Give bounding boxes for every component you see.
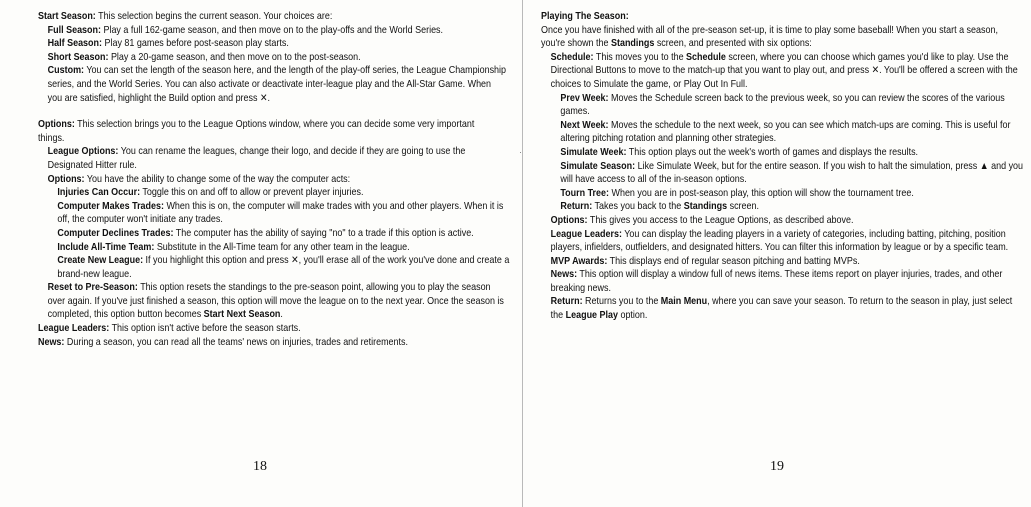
manual-entry [541,119,1028,146]
page-gutter [522,0,523,507]
entry-heading: Schedule: [550,51,594,63]
right-page [541,10,1024,323]
entry-text: You can rename the leagues, change their logo, and decide if they are going to use the Designated Hitter rule. [47,146,466,171]
manual-entry [541,200,1028,214]
entry-text: screen, where you can choose which games you'd like to play. Use the Directional Buttons to move to the match-up that you want to play out, and press ✕. You'll be offered a screen with the choices to Simulate the game, or Play Out In Full. [550,51,1018,90]
entry-text: If you highlight this option and press ✕, you'll erase all of the work you've done and create a brand-new league. [57,255,510,280]
entry-text: This option resets the standings to the pre-season point, allowing you to play the season over again. If you've just finished a season, this option will move the league on to the next year. Once the season is completed, this option button becomes [47,282,504,321]
entry-text: This displays end of regular season pitching and batting MVPs. [607,255,860,267]
manual-entry [541,214,1018,228]
entry-text: You have the ability to change some of the way the computer acts: [84,173,351,185]
entry-heading: Return: [560,201,593,213]
entry-text: This moves you to the [593,51,687,63]
manual-entry [38,145,507,172]
manual-entry [38,118,497,145]
entry-text: screen. [727,201,760,213]
entry-text: Once you have finished with all of the pre-season set-up, it is time to play some baseball! When you start a season, you're shown the [541,24,998,50]
left-page-number: 18 [253,459,267,474]
entry-text: Substitute in the All-Time team for any other team in the league. [154,241,410,253]
entry-text: option. [617,310,648,322]
right-page-number: 19 [770,459,784,474]
manual-entry [38,254,517,281]
entry-text: This option will display a window full of news items. These items report on player injuries, trades, and other breaking news. [550,269,1003,294]
entry-heading: Reset to Pre-Season: [47,282,138,294]
entry-heading: Options: [38,119,75,131]
entry-text: You can display the leading players in a variety of categories, including batting, pitching, position players, infielders, outfielders, and designated hitters. You can filter this information by league or by a specific team. [550,228,1009,254]
manual-entry [541,268,1018,295]
entry-text: When this is on, the computer will make trades with you and other players. When it is off, the computer won't initiate any trades. [57,200,504,226]
paragraph-gap [38,105,496,118]
entry-text: screen, and presented with six options: [654,38,812,50]
entry-text: Moves the schedule to the next week, so you can see which match-ups are coming. This is useful for altering pitching rotation and planning other strategies. [560,119,1011,145]
manual-entry [38,200,517,227]
entry-heading: Computer Makes Trades: [57,200,164,212]
entry-emphasis: Main Menu [660,296,708,308]
left-page [38,10,510,349]
entry-text: When you are in post-season play, this option will show the tournament tree. [609,187,914,199]
entry-heading: Tourn Tree: [560,187,610,199]
entry-heading: Short Season: [47,51,109,63]
entry-text: Returns you to the [582,296,661,308]
entry-emphasis: Schedule [686,51,726,63]
entry-heading: League Options: [47,146,119,158]
manual-entry [38,173,507,187]
manual-entry [38,64,507,105]
manual-entry [38,322,497,336]
entry-text: Takes you back to the [592,201,684,213]
entry-heading: League Leaders: [38,323,110,335]
entry-heading: Full Season: [47,24,101,36]
entry-heading: Prev Week: [560,92,609,104]
manual-entry [38,281,507,322]
entry-heading: Injuries Can Occur: [57,187,141,199]
entry-heading: Options: [47,173,85,185]
manual-entry [38,336,497,350]
entry-emphasis: Standings [610,38,655,50]
entry-text: The computer has the ability of saying "no" to a trade if this option is active. [173,227,474,239]
manual-entry [38,186,517,200]
entry-text: . [280,309,283,321]
entry-text: Play a full 162-game season, and then move on to the play-offs and the World Series. [100,24,444,36]
entry-heading: MVP Awards: [550,255,608,267]
manual-entry [38,241,517,255]
manual-entry [38,227,517,241]
entry-heading: Simulate Season: [560,160,636,172]
entry-emphasis: League Play [565,310,618,322]
manual-entry [541,160,1028,187]
entry-text: , where you can save your season. To return to the season in play, just select the [550,296,1013,322]
manual-entry [38,51,507,65]
entry-emphasis: Start Next Season [203,309,281,321]
entry-text: Play a 20-game season, and then move on to the post-season. [108,51,361,63]
entry-heading: Next Week: [560,119,609,131]
manual-entry [541,146,1028,160]
entry-text: This option plays out the week's worth of games and displays the results. [626,146,919,158]
entry-heading: Simulate Week: [560,146,627,158]
entry-text: You can set the length of the season here, and the length of the play-off series, the League Championship series, and the World Series. You can also activate or deactivate inter-league play and the All-Star Game. When you are satisfied, highlight the Build option and press ✕. [47,65,507,104]
entry-text: Play 81 games before post-season play starts. [101,38,289,50]
entry-heading: News: [550,269,578,281]
entry-text: This selection begins the current season. Your choices are: [95,11,333,22]
entry-text: Like Simulate Week, but for the entire season. If you wish to halt the simulation, press ▲ and you will have access to all of the in-season options. [560,160,1024,186]
manual-entry [541,24,1008,51]
entry-heading: Include All-Time Team: [57,241,155,253]
entry-heading: Half Season: [47,38,102,50]
entry-heading: Playing The Season: [541,11,629,22]
entry-heading: Options: [550,214,588,226]
manual-entry [541,187,1028,201]
manual-entry [541,295,1018,322]
manual-entry [541,10,1008,24]
entry-heading: News: [38,336,65,348]
manual-entry [38,37,507,51]
entry-text: This gives you access to the League Options, as described above. [587,214,854,226]
manual-entry [38,10,497,24]
entry-heading: League Leaders: [550,228,622,240]
entry-text: Moves the Schedule screen back to the previous week, so you can review the scores of the various games. [560,92,1005,118]
manual-entry [541,228,1018,255]
entry-heading: Computer Declines Trades: [57,227,174,239]
entry-heading: Create New League: [57,255,144,267]
entry-text: This selection brings you to the League Options window, where you can decide some very important things. [38,119,475,144]
manual-entry [541,92,1028,119]
entry-emphasis: Standings [683,201,728,213]
entry-text: This option isn't active before the season starts. [109,323,301,335]
entry-heading: Return: [550,296,583,308]
entry-text: Toggle this on and off to allow or prevent player injuries. [140,187,364,199]
entry-text: During a season, you can read all the teams' news on injuries, trades and retirements. [64,336,408,348]
manual-entry [38,24,507,38]
entry-heading: Start Season: [38,11,96,22]
manual-entry [541,51,1018,92]
manual-entry [541,255,1018,269]
gutter-mark: · [519,147,522,157]
entry-heading: Custom: [47,65,85,77]
